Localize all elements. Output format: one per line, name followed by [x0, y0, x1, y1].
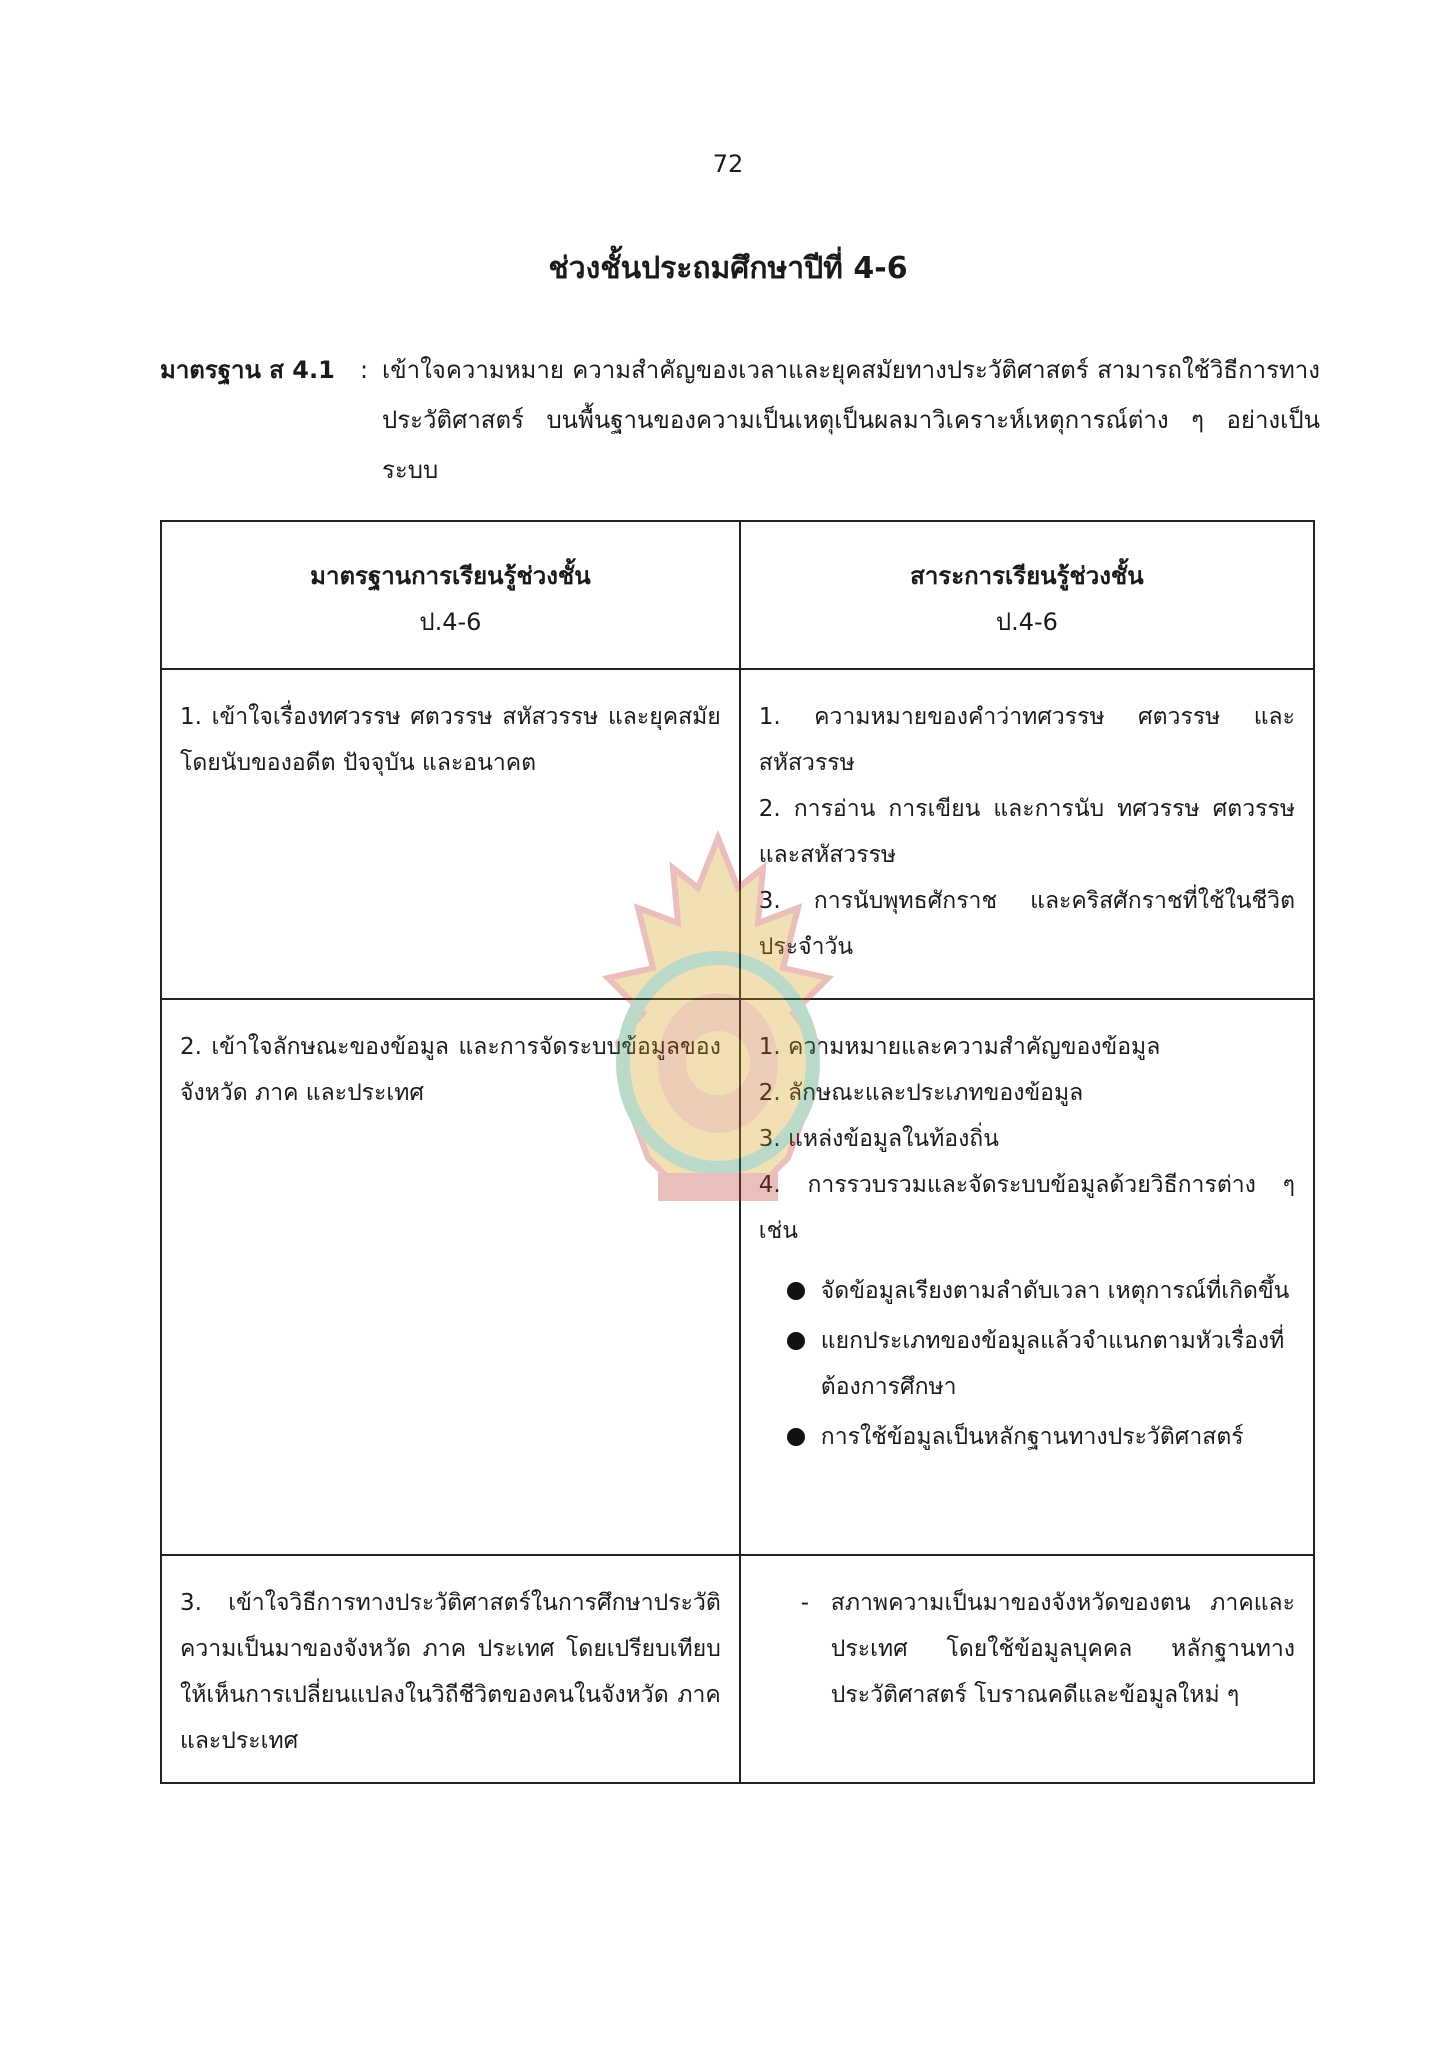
header-subtitle: ป.4-6 [419, 608, 482, 636]
page-title: ช่วงชั้นประถมศึกษาปีที่ 4-6 [548, 251, 908, 286]
content-item: 1. ความหมายของคำว่าทศวรรษ ศตวรรษ และสหัสวรรษ [758, 704, 1295, 776]
standard-cell [161, 1555, 740, 1783]
table-row [161, 1555, 1314, 1783]
page-number: 72 [712, 150, 744, 178]
content-item: 3. แหล่งข้อมูลในท้องถิ่น [758, 1126, 999, 1152]
bullet-icon [787, 1428, 805, 1446]
bullet-item [759, 1414, 1295, 1460]
content-item: 2. การอ่าน การเขียน และการนับ ทศวรรษ ศตวรรษ และสหัสวรรษ [758, 796, 1295, 868]
standard-item: 3. เข้าใจวิธีการทางประวัติศาสตร์ในการศึกษาประวัติความเป็นมาของจังหวัด ภาค ประเทศ โดยเปรียบเทียบให้เห็นการเปลี่ยนแปลงในวิถีชีวิตของคนในจังหวัด ภาค และประเทศ [180, 1590, 721, 1754]
content-cell [740, 1555, 1314, 1783]
content-item: 3. การนับพุทธศักราช และคริสศักราชที่ใช้ในชีวิตประจำวัน [758, 888, 1295, 960]
curriculum-table [160, 520, 1315, 1784]
bullet-text: จัดข้อมูลเรียงตามลำดับเวลา เหตุการณ์ที่เกิดขึ้น [820, 1278, 1290, 1304]
header-subtitle: ป.4-6 [995, 608, 1058, 636]
content-item: 4. การรวบรวมและจัดระบบข้อมูลด้วยวิธีการต่าง ๆ เช่น [758, 1172, 1295, 1244]
bullet-icon [787, 1282, 805, 1300]
content-cell [740, 669, 1314, 999]
standard-item: 2. เข้าใจลักษณะของข้อมูล และการจัดระบบข้อมูลของจังหวัด ภาค และประเทศ [180, 1034, 721, 1106]
table-row [161, 669, 1314, 999]
content-item: 2. ลักษณะและประเภทของข้อมูล [758, 1080, 1084, 1106]
table-header-row [161, 521, 1314, 669]
bullet-text: การใช้ข้อมูลเป็นหลักฐานทางประวัติศาสตร์ [820, 1424, 1244, 1450]
dash-text: สภาพความเป็นมาของจังหวัดของตน ภาคและประเทศ โดยใช้ข้อมูลบุคคล หลักฐานทางประวัติศาสตร์ โบราณคดีและข้อมูลใหม่ ๆ [830, 1590, 1295, 1708]
bullet-list [759, 1268, 1295, 1460]
header-learning-content [740, 521, 1314, 669]
header-learning-standard [161, 521, 740, 669]
content-item: 1. ความหมายและความสำคัญของข้อมูล [758, 1034, 1161, 1060]
standard-label: มาตรฐาน ส 4.1 [160, 356, 335, 384]
bullet-text: แยกประเภทของข้อมูลแล้วจำแนกตามหัวเรื่องที่ต้องการศึกษา [820, 1328, 1285, 1400]
standard-statement [160, 345, 1320, 495]
table-row [161, 999, 1314, 1555]
standard-text: เข้าใจความหมาย ความสำคัญของเวลาและยุคสมัยทางประวัติศาสตร์ สามารถใช้วิธีการทางประวัติศาสตร์ บนพื้นฐานของความเป็นเหตุเป็นผลมาวิเคราะห์เหตุการณ์ต่าง ๆ อย่างเป็นระบบ [382, 356, 1320, 484]
standard-cell [161, 669, 740, 999]
dash-item [759, 1580, 1295, 1718]
bullet-icon [787, 1332, 805, 1350]
bullet-item [759, 1318, 1295, 1410]
header-title: มาตรฐานการเรียนรู้ช่วงชั้น [310, 562, 591, 590]
standard-colon: : [360, 356, 369, 384]
content-cell [740, 999, 1314, 1555]
bullet-item [759, 1268, 1295, 1314]
dash-marker: - [800, 1590, 810, 1616]
standard-cell [161, 999, 740, 1555]
standard-item: 1. เข้าใจเรื่องทศวรรษ ศตวรรษ สหัสวรรษ และยุคสมัย โดยนับของอดีต ปัจจุบัน และอนาคต [180, 704, 721, 776]
header-title: สาระการเรียนรู้ช่วงชั้น [910, 562, 1144, 590]
